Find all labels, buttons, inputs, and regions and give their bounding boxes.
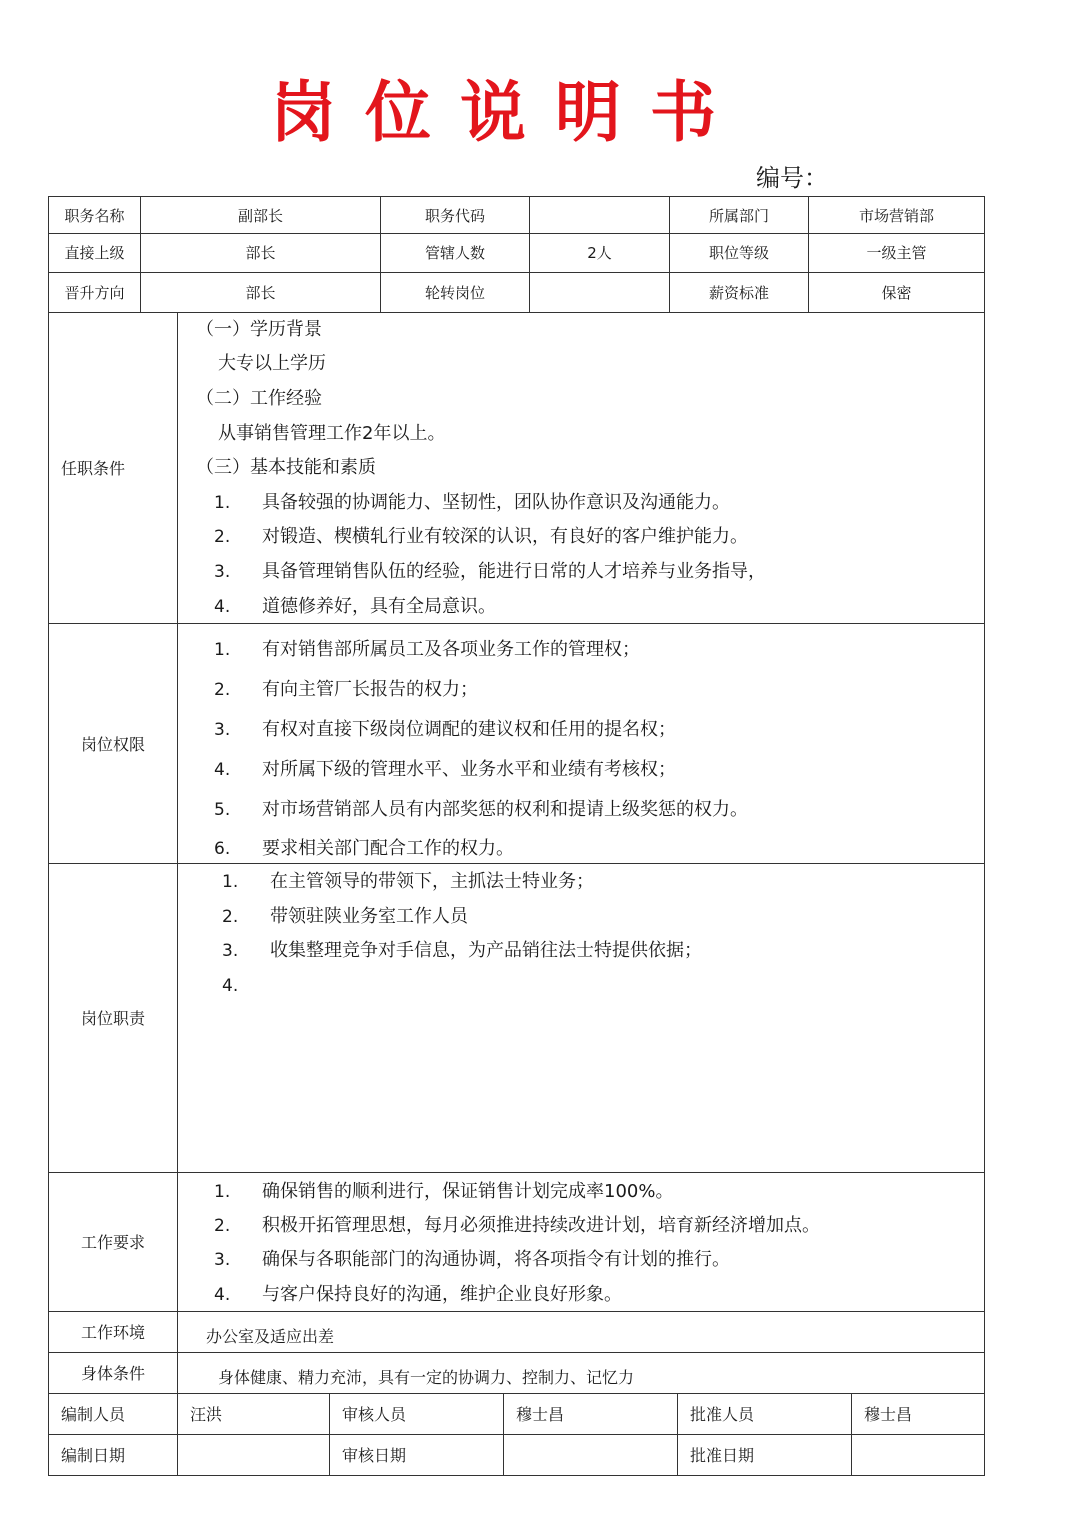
environment-label: 工作环境 <box>48 1311 178 1353</box>
list-number: 4. <box>214 760 231 780</box>
document-title: 岗位说明书 <box>270 74 745 151</box>
list-number: 3. <box>214 1250 231 1270</box>
header-label-promotion: 晋升方向 <box>48 272 141 313</box>
list-item: 在主管领导的带领下，主抓法士特业务； <box>270 871 594 892</box>
list-item: 具备较强的协调能力、坚韧性，团队协作意识及沟通能力。 <box>262 492 730 513</box>
compiler-value: 汪洪 <box>177 1393 330 1435</box>
list-item: 有对销售部所属员工及各项业务工作的管理权； <box>262 639 640 660</box>
header-value-salary: 保密 <box>808 272 985 313</box>
education-heading: （一）学历背景 <box>196 319 322 340</box>
reviewer-label: 审核人员 <box>329 1393 504 1435</box>
environment-value: 办公室及适应出差 <box>206 1327 335 1346</box>
list-item: 确保与各职能部门的沟通协调，将各项指令有计划的推行。 <box>262 1249 730 1270</box>
list-item: 与客户保持良好的沟通，维护企业良好形象。 <box>262 1284 622 1305</box>
list-number: 4. <box>214 1285 231 1305</box>
header-value-grade: 一级主管 <box>808 233 985 273</box>
header-label-supervisor: 直接上级 <box>48 233 141 273</box>
experience-text: 从事销售管理工作2年以上。 <box>218 423 446 444</box>
list-number: 6. <box>214 839 231 859</box>
reviewer-value: 穆士昌 <box>503 1393 678 1435</box>
list-item: 对所属下级的管理水平、业务水平和业绩有考核权； <box>262 759 676 780</box>
header-value-position-code <box>529 196 670 234</box>
header-value-supervisor: 部长 <box>140 233 381 273</box>
duties-label: 岗位职责 <box>48 863 178 1173</box>
list-item: 带领驻陕业务室工作人员 <box>270 906 468 927</box>
list-item: 要求相关部门配合工作的权力。 <box>262 838 514 859</box>
header-label-position-name: 职务名称 <box>48 196 141 234</box>
list-number: 4. <box>214 597 231 617</box>
header-label-position-code: 职务代码 <box>380 196 530 234</box>
compile-date-value <box>177 1434 330 1476</box>
list-number: 2. <box>214 680 231 700</box>
list-number: 3. <box>214 720 231 740</box>
header-value-position-name: 副部长 <box>140 196 381 234</box>
list-item: 有向主管厂长报告的权力； <box>262 679 478 700</box>
list-item: 收集整理竞争对手信息，为产品销往法士特提供依据； <box>270 940 702 961</box>
approver-label: 批准人员 <box>677 1393 852 1435</box>
header-value-promotion: 部长 <box>140 272 381 313</box>
compiler-label: 编制人员 <box>48 1393 178 1435</box>
list-number: 2. <box>214 1216 231 1236</box>
list-number: 3. <box>222 941 239 961</box>
list-item: 对锻造、楔横轧行业有较深的认识，有良好的客户维护能力。 <box>262 526 748 547</box>
list-number: 5. <box>214 800 231 820</box>
header-label-salary: 薪资标准 <box>669 272 809 313</box>
list-number: 1. <box>222 872 239 892</box>
review-date-value <box>503 1434 678 1476</box>
list-number: 3. <box>214 562 231 582</box>
authority-label: 岗位权限 <box>48 623 178 864</box>
compile-date-label: 编制日期 <box>48 1434 178 1476</box>
skills-heading: （三）基本技能和素质 <box>196 457 376 478</box>
review-date-label: 审核日期 <box>329 1434 504 1476</box>
requirements-label: 工作要求 <box>48 1172 178 1312</box>
header-value-subordinates: 2人 <box>529 233 670 273</box>
list-item: 具备管理销售队伍的经验，能进行日常的人才培养与业务指导， <box>262 561 766 582</box>
header-value-department: 市场营销部 <box>808 196 985 234</box>
header-value-rotation <box>529 272 670 313</box>
list-number: 1. <box>214 640 231 660</box>
list-number: 2. <box>214 527 231 547</box>
qualifications-label: 任职条件 <box>48 312 178 624</box>
list-number: 4. <box>222 976 239 996</box>
approve-date-value <box>851 1434 985 1476</box>
approve-date-label: 批准日期 <box>677 1434 852 1476</box>
list-item: 道德修养好，具有全局意识。 <box>262 596 496 617</box>
list-item: 有权对直接下级岗位调配的建议权和任用的提名权； <box>262 719 676 740</box>
physical-value: 身体健康、精力充沛，具有一定的协调力、控制力、记忆力 <box>218 1368 635 1387</box>
list-number: 1. <box>214 1182 231 1202</box>
approver-value: 穆士昌 <box>851 1393 985 1435</box>
header-label-department: 所属部门 <box>669 196 809 234</box>
header-label-grade: 职位等级 <box>669 233 809 273</box>
header-label-rotation: 轮转岗位 <box>380 272 530 313</box>
serial-number-label: 编号： <box>756 164 828 192</box>
physical-label: 身体条件 <box>48 1352 178 1394</box>
list-item: 对市场营销部人员有内部奖惩的权利和提请上级奖惩的权力。 <box>262 799 748 820</box>
header-label-subordinates: 管辖人数 <box>380 233 530 273</box>
education-text: 大专以上学历 <box>218 353 326 374</box>
list-number: 1. <box>214 493 231 513</box>
list-number: 2. <box>222 907 239 927</box>
experience-heading: （二）工作经验 <box>196 388 322 409</box>
list-item: 积极开拓管理思想，每月必须推进持续改进计划，培育新经济增加点。 <box>262 1215 820 1236</box>
list-item: 确保销售的顺利进行，保证销售计划完成率100%。 <box>262 1181 674 1202</box>
